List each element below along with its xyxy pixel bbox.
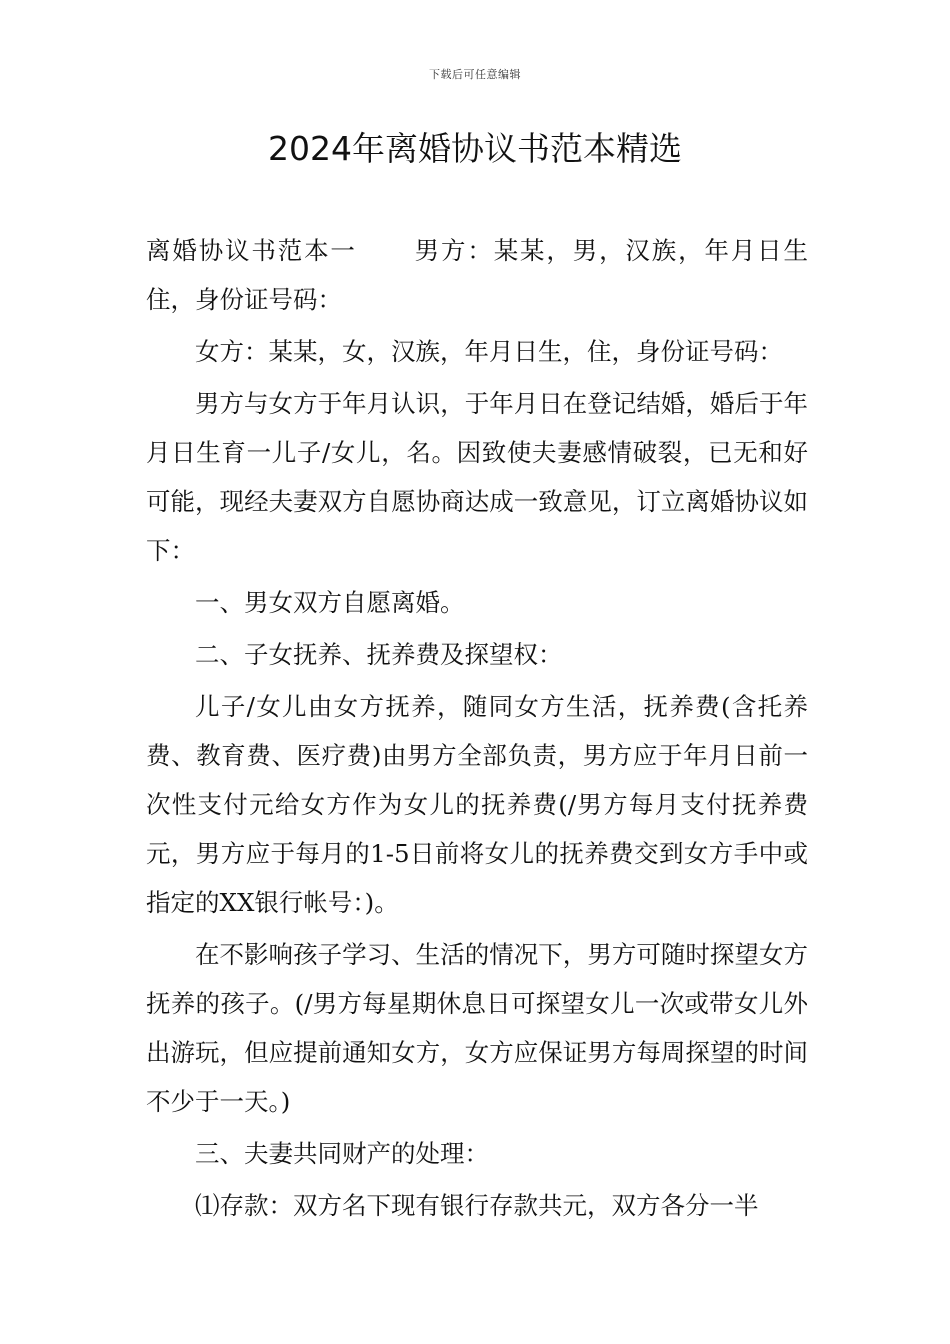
agreement-label: 离婚协议书范本一 — [146, 236, 357, 265]
paragraph-deposits: ⑴存款：双方名下现有银行存款共元，双方各分一半 — [195, 1191, 759, 1220]
paragraph-visitation: 在不影响孩子学习、生活的情况下，男方可随时探望女方抚养的孩子。(/男方每星期休息日可探望女儿一次或带女儿外出游玩，但应提前通知女方，女方应保证男方每周探望的时间不少于一天。) — [146, 940, 808, 1116]
clause-one: 一、男女双方自愿离婚。 — [195, 588, 465, 617]
paragraph-child-support: 儿子/女儿由女方抚养，随同女方生活，抚养费(含托养费、教育费、医疗费)由男方全部负责，男方应于年月日前一次性支付元给女方作为女儿的抚养费(/男方每月支付抚养费元，男方应于每月的1-5日前将女儿的抚养费交到女方手中或指定的XX银行帐号：)。 — [146, 692, 808, 917]
clause-two-heading: 二、子女抚养、抚养费及探望权： — [195, 640, 563, 669]
paragraph-parties-male — [146, 226, 808, 324]
male-party-info: 男方：某某，男，汉族，年月日生住，身份证号码： — [146, 236, 809, 314]
clause-three-heading: 三、夫妻共同财产的处理： — [195, 1139, 489, 1168]
document-body — [146, 226, 808, 1233]
paragraph-parties-female: 女方：某某，女，汉族，年月日生，住，身份证号码： — [195, 337, 783, 366]
header-note: 下载后可任意编辑 — [429, 68, 521, 81]
paragraph-background: 男方与女方于年月认识，于年月日在登记结婚，婚后于年月日生育一儿子/女儿，名。因致使夫妻感情破裂，已无和好可能，现经夫妻双方自愿协商达成一致意见，订立离婚协议如下： — [146, 389, 808, 565]
document-title: 2024年离婚协议书范本精选 — [268, 129, 682, 168]
